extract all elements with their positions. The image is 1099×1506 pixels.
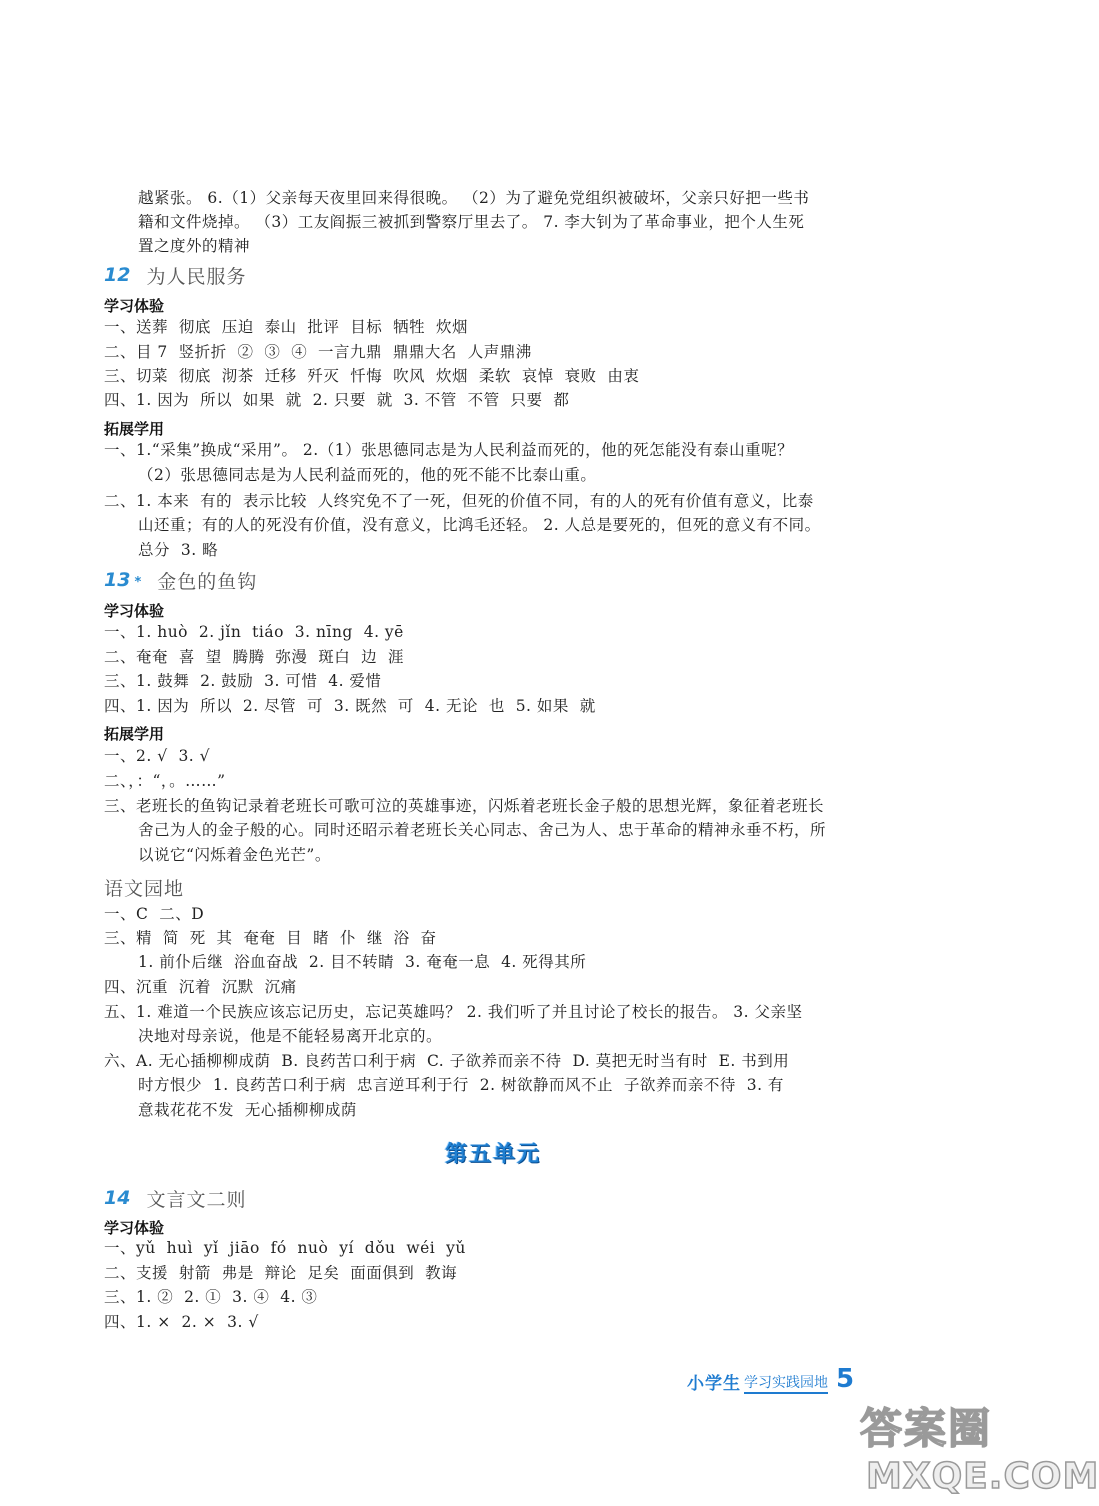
answer-line: 四、1. 因为 所以 2. 尽管 可 3. 既然 可 4. 无论 也 5. 如果 就 <box>104 697 596 715</box>
watermark-url: MXQE.COM <box>866 1456 1099 1497</box>
brand-name: 小学生 <box>687 1374 741 1394</box>
answer-line: 一、C 二、D <box>104 905 205 923</box>
answer-line: 四、1. × 2. × 3. √ <box>104 1313 259 1331</box>
watermark-text: 答案圈 <box>860 1404 993 1453</box>
section-heading: 拓展学用 <box>104 420 165 438</box>
answer-line: 1. 前仆后继 浴血奋战 2. 目不转睛 3. 奄奄一息 4. 死得其所 <box>138 953 587 971</box>
lesson-13-heading <box>104 566 257 594</box>
answer-line: 决地对母亲说，他是不能轻易离开北京的。 <box>138 1027 443 1045</box>
answer-line: 一、yǔ huì yǐ jiāo fó nuò yí dǒu wéi yǔ <box>104 1239 466 1257</box>
footer-brand <box>687 1366 854 1394</box>
brand-subtitle: 学习实践园地 <box>744 1372 828 1394</box>
answer-line: 山还重；有的人的死没有价值，没有意义，比鸿毛还轻。 2. 人总是要死的，但死的意义有不同。 <box>138 516 821 534</box>
answer-line: 五、1. 难道一个民族应该忘记历史，忘记英雄吗？ 2. 我们听了并且讨论了校长的报告。 3. 父亲坚 <box>104 1003 803 1021</box>
carryover-line-3: 置之度外的精神 <box>138 237 251 255</box>
answer-line: 二、支援 射箭 弗是 辩论 足矣 面面俱到 教诲 <box>104 1264 458 1282</box>
answer-line: 一、送葬 彻底 压迫 泰山 批评 目标 牺牲 炊烟 <box>104 318 468 336</box>
answer-line: 三、1. ② 2. ① 3. ④ 4. ③ <box>104 1288 318 1306</box>
section-heading: 学习体验 <box>104 1219 165 1237</box>
answer-line: 以说它“闪烁着金色光芒”。 <box>138 846 331 864</box>
page-number: 5 <box>836 1364 855 1394</box>
section-heading: 学习体验 <box>104 297 165 315</box>
lesson-12-heading <box>104 261 246 289</box>
answer-line: 二、1. 本来 有的 表示比较 人终究免不了一死，但死的价值不同，有的人的死有价值有意义，比泰 <box>104 492 814 510</box>
lesson-number: 14 <box>104 1187 131 1209</box>
lesson-number: 13 * <box>104 569 142 591</box>
answer-line: 三、切菜 彻底 沏茶 迁移 歼灭 忏悔 吹风 炊烟 柔软 哀悼 衰败 由衷 <box>104 367 640 385</box>
answer-line: 二、奄奄 喜 望 腾腾 弥漫 斑白 边 涯 <box>104 648 404 666</box>
answer-line: （2）张思德同志是为人民利益而死的，他的死不能不比泰山重。 <box>138 466 597 484</box>
answer-line: 时方恨少 1. 良药苦口利于病 忠言逆耳利于行 2. 树欲静而风不止 子欲养而亲不待 3. 有 <box>138 1076 784 1094</box>
answer-line: 总分 3. 略 <box>138 541 219 559</box>
lesson-number: 12 <box>104 264 131 286</box>
lesson-title: 文言文二则 <box>146 1188 247 1211</box>
answer-line: 意栽花花不发 无心插柳柳成荫 <box>138 1101 357 1119</box>
answer-line: 一、1. huò 2. jǐn tiáo 3. nīng 4. yē <box>104 623 404 641</box>
section-heading: 学习体验 <box>104 602 165 620</box>
answer-line: 二、目 7 竖折折 ② ③ ④ 一言九鼎 鼎鼎大名 人声鼎沸 <box>104 343 532 361</box>
unit-banner: 第五单元 <box>444 1141 541 1167</box>
answer-line: 一、1.“采集”换成“采用”。 2.（1）张思德同志是为人民利益而死的，他的死怎能没有泰山重呢？ <box>104 441 794 459</box>
answer-line: 舍己为人的金子般的心。同时还昭示着老班长关心同志、舍己为人、忠于革命的精神永垂不朽，所 <box>138 821 827 839</box>
watermark-logo <box>840 1386 1099 1506</box>
lesson-title: 金色的鱼钩 <box>157 570 258 593</box>
lesson-14-heading <box>104 1184 246 1212</box>
answer-line: 三、精 简 死 其 奄奄 目 睹 仆 继 浴 奋 <box>104 929 437 947</box>
garden-heading: 语文园地 <box>104 878 185 900</box>
answer-line: 一、2. √ 3. √ <box>104 747 211 765</box>
lesson-title: 为人民服务 <box>146 265 247 288</box>
carryover-line-1: 越紧张。 6.（1）父亲每天夜里回来得很晚。 （2）为了避免党组织被破坏，父亲只好把一些书 <box>138 189 810 207</box>
answer-line: 三、老班长的鱼钩记录着老班长可歌可泣的英雄事迹，闪烁着老班长金子般的思想光辉，象征着老班长 <box>104 797 825 815</box>
answer-line: 六、A. 无心插柳柳成荫 B. 良药苦口利于病 C. 子欲养而亲不待 D. 莫把无时当有时 E. 书到用 <box>104 1052 790 1070</box>
answer-line: 四、1. 因为 所以 如果 就 2. 只要 就 3. 不管 不管 只要 都 <box>104 391 570 409</box>
section-heading: 拓展学用 <box>104 725 165 743</box>
answer-line: 四、沉重 沉着 沉默 沉痛 <box>104 978 297 996</box>
answer-line: 三、1. 鼓舞 2. 鼓励 3. 可惜 4. 爱惜 <box>104 672 382 690</box>
carryover-line-2: 籍和文件烧掉。 （3）工友阎振三被抓到警察厅里去了。 7. 李大钊为了革命事业，把个人生死 <box>138 213 805 231</box>
answer-line: 二、，：“，。……” <box>104 772 226 790</box>
